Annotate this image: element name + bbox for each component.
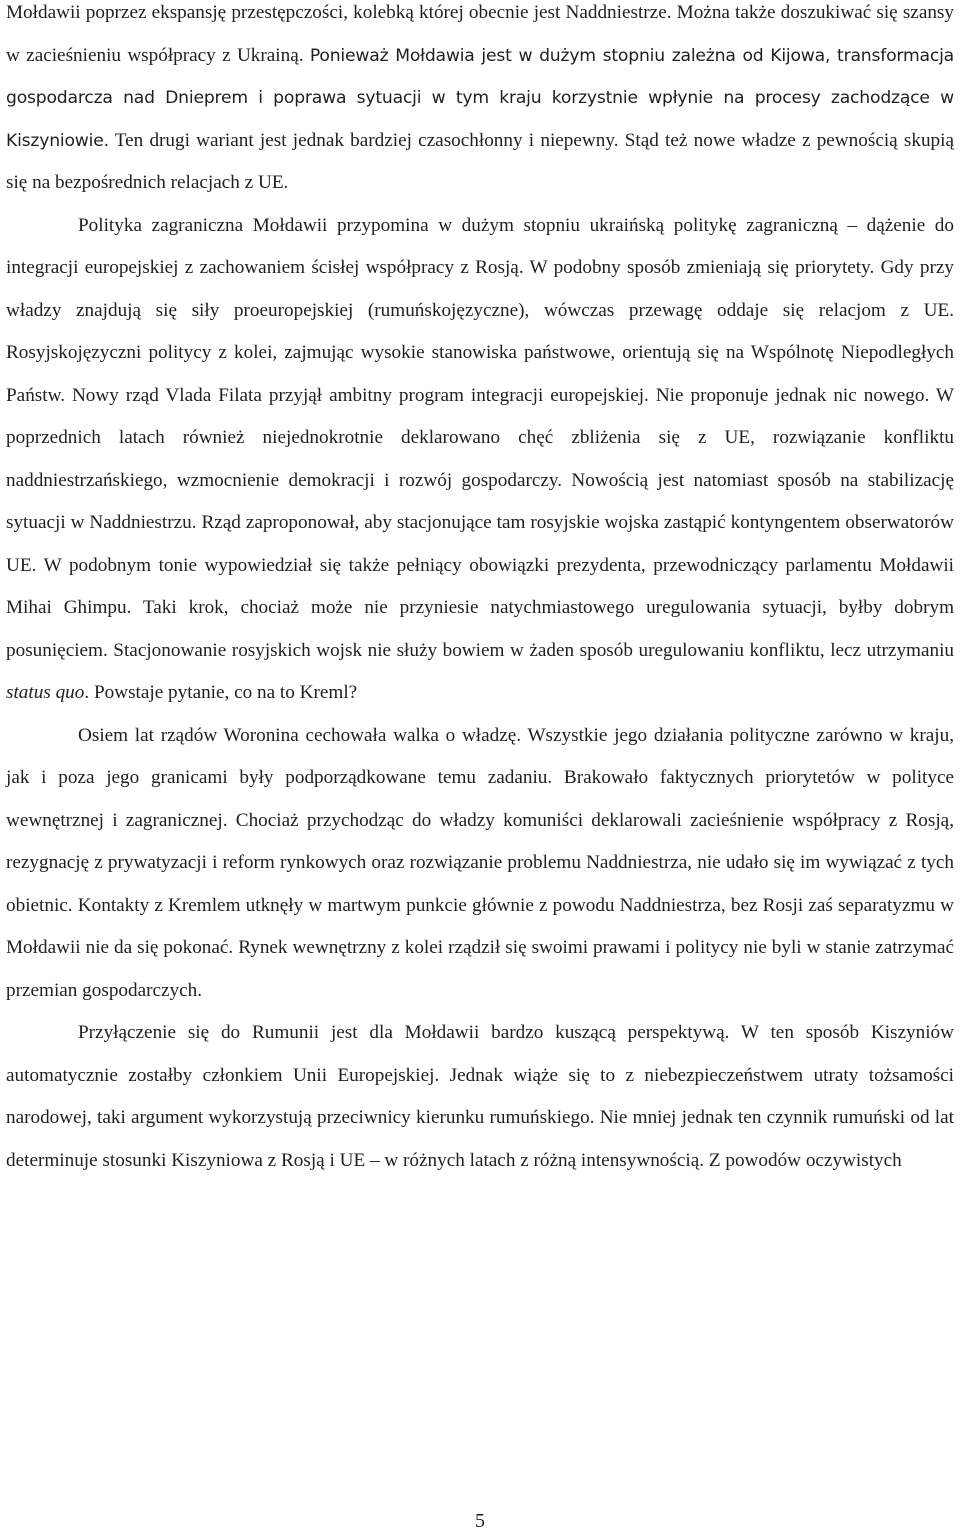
body-text bbox=[6, 0, 954, 1182]
paragraph-1-sentence-3: Ten drugi wariant jest jednak bardziej czasochłonny i niepewny. Stąd też nowe władze z pewnością skupią się na bezpośrednich relacjach z UE. bbox=[6, 129, 954, 193]
paragraph-2 bbox=[6, 205, 954, 715]
paragraph-3: Osiem lat rządów Woronina cechowała walka o władzę. Wszystkie jego działania polityczne zarówno w kraju, jak i poza jego granicami były podporządkowane temu zadaniu. Brakowało faktycznych priorytetów w polityce wewnętrznej i zagranicznej. Chociaż przychodząc do władzy komuniści deklarowali zacieśnienie współpracy z Rosją, rezygnację z prywatyzacji i reform rynkowych oraz rozwiązanie problemu Naddniestrza, nie udało się im wywiązać z tych obietnic. Kontakty z Kremlem utknęły w martwym punkcie głównie z powodu Naddniestrza, bez Rosji zaś separatyzmu w Mołdawii nie da się pokonać. Rynek wewnętrzny z kolei rządził się swoimi prawami i politycy nie byli w stanie zatrzymać przemian gospodarczych. bbox=[6, 724, 954, 1001]
paragraph-2-italic-term: status quo bbox=[6, 682, 85, 703]
paragraph-1-sentence-1: Mołdawii poprzez ekspansję przestępczości, kolebką której obecnie jest Naddniestrze. Można także doszukiwać się szansy w zacieśnieniu współpracy z Ukrainą. bbox=[6, 2, 954, 66]
paragraph-4: Przyłączenie się do Rumunii jest dla Mołdawii bardzo kuszącą perspektywą. W ten sposób Kiszyniów automatycznie zostałby członkiem Unii Europejskiej. Jednak wiąże się to z niebezpieczeństwem utraty tożsamości narodowej, taki argument wykorzystują przeciwnicy kierunku rumuńskiego. Nie mniej jednak ten czynnik rumuński od lat determinuje stosunki Kiszyniowa z Rosją i UE – w różnych latach z różną intensywnością. Z powodów oczywistych bbox=[6, 1022, 954, 1171]
document-page bbox=[6, 0, 954, 1537]
paragraph-2-ending: . Powstaje pytanie, co na to Kreml? bbox=[84, 682, 358, 703]
paragraph-1 bbox=[6, 0, 954, 205]
paragraph-2-text: Polityka zagraniczna Mołdawii przypomina w dużym stopniu ukraińską politykę zagraniczną – dążenie do integracji europejskiej z zachowaniem ścisłej współpracy z Rosją. W podobny sposób zmieniają się priorytety. Gdy przy władzy znajdują się siły proeuropejskiej (rumuńskojęzyczne), wówczas przewagę oddaje się relacjom z UE. Rosyjskojęzyczni politycy z kolei, zajmując wysokie stanowiska państwowe, orientują się na Wspólnotę Niepodległych Państw. Nowy rząd Vlada Filata przyjął ambitny program integracji europejskiej. Nie proponuje jednak nic nowego. W poprzednich latach również niejednokrotnie deklarowano chęć zbliżenia się z UE, rozwiązanie konfliktu naddniestrzańskiego, wzmocnienie demokracji i rozwój gospodarczy. Nowością jest natomiast sposób na stabilizację sytuacji w Naddniestrzu. Rząd zaproponował, aby stacjonujące tam rosyjskie wojska zastąpić kontyngentem obserwatorów UE. W podobnym tonie wypowiedział się także pełniący obowiązki prezydenta, przewodniczący parlamentu Mołdawii Mihai Ghimpu. Taki krok, chociaż może nie przyniesie natychmiastowego uregulowania sytuacji, byłby dobrym posunięciem. Stacjonowanie rosyjskich wojsk nie służy bowiem w żaden sposób uregulowaniu konfliktu, lecz utrzymaniu bbox=[6, 214, 954, 661]
paragraph-1-sans-passage: Ponieważ Mołdawia jest w dużym stopniu zależna od Kijowa, transformacja gospodarcza nad Dnieprem i poprawa sytuacji w tym kraju korzystnie wpłynie na procesy zachodzące w Kiszyniowie. bbox=[6, 45, 954, 151]
page-number: 5 bbox=[475, 1510, 485, 1532]
